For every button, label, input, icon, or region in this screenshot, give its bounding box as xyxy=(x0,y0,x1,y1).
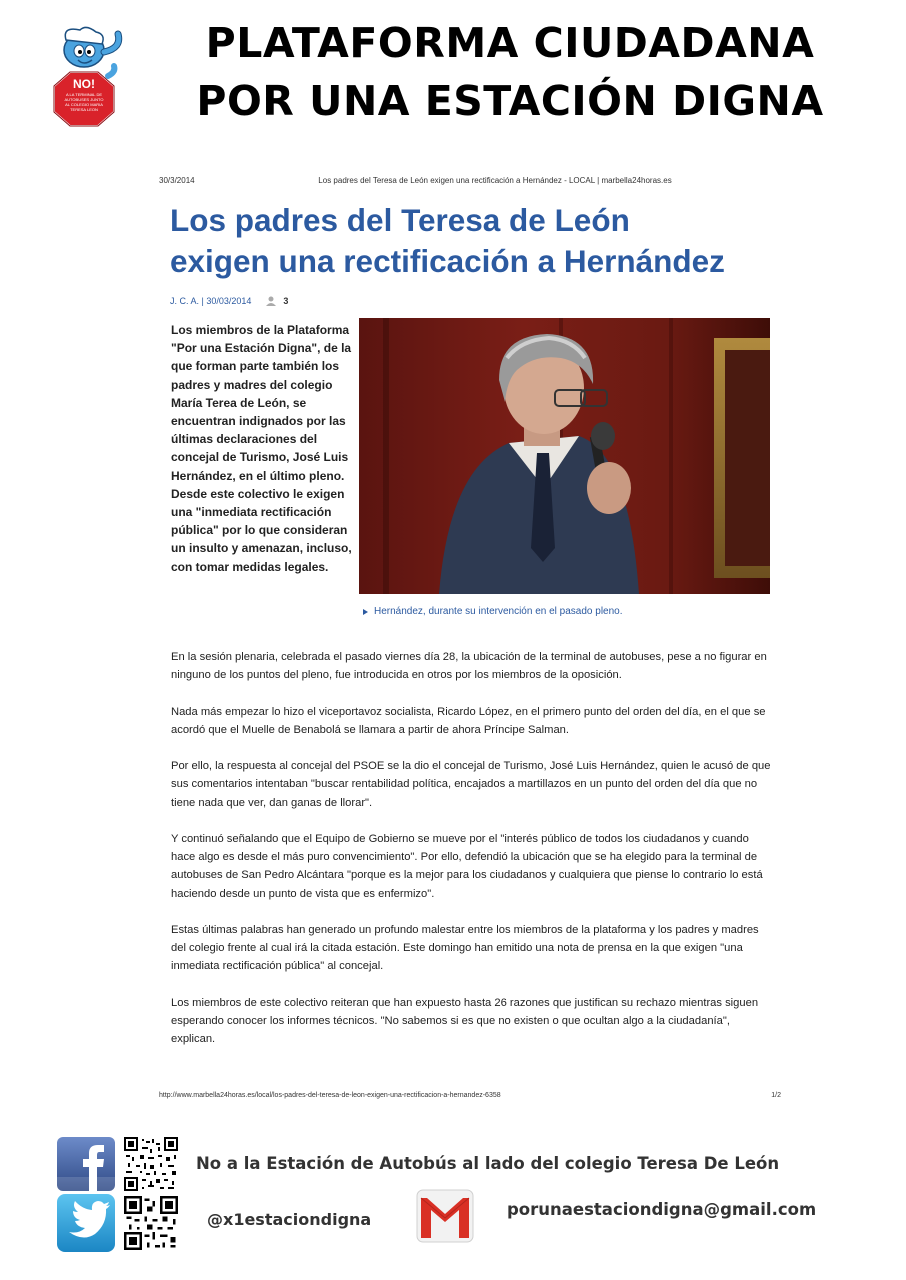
article-title-line-1: Los padres del Teresa de León xyxy=(170,202,630,238)
article-body xyxy=(171,648,771,1067)
article-paragraph: Nada más empezar lo hizo el viceportavoz socialista, Ricardo López, en el primero punto del orden del día, en el que se acordó que el Muelle de Benabolá se llamara a partir de ahora Príncipe Salman. xyxy=(171,705,766,736)
article-paragraph: Por ello, la respuesta al concejal del PSOE se la dio el concejal de Turismo, José Luis Hernández, quien le acusó de que sus comentarios intentaban "buscar rentabilidad política, encajados a martillazos en un punto del orden del día que no tiene nada que ver, dan ganas de llorar". xyxy=(171,760,771,809)
facebook-icon[interactable] xyxy=(57,1137,115,1191)
stop-sign-logo-icon xyxy=(42,22,132,130)
article-title-line-2: exigen una rectificación a Hernández xyxy=(170,243,725,279)
article-paragraph: Estas últimas palabras han generado un profundo malestar entre los miembros de la plataforma y los padres y madres del colegio frente al cual irá la citada estación. Este domingo han emitido una nota de prensa en la que exigen "una inmediata rectificación pública" al concejal. xyxy=(171,923,759,973)
svg-text:A LA TERMINAL DE: A LA TERMINAL DE xyxy=(65,92,103,97)
twitter-handle-link[interactable]: @x1estaciondigna xyxy=(207,1210,372,1229)
print-url: http://www.marbella24horas.es/local/los-padres-del-teresa-de-leon-exigen-una-rectificacion-a-hernandez-6358 xyxy=(159,1092,501,1099)
photo-caption-text: Hernández, durante su intervención en el pasado pleno. xyxy=(374,606,623,617)
user-icon xyxy=(265,296,277,306)
gmail-icon[interactable] xyxy=(415,1186,475,1246)
byline-author-date: J. C. A. | 30/03/2014 xyxy=(170,296,252,306)
title-line-2: POR UNA ESTACIÓN DIGNA xyxy=(196,77,824,125)
comments-count[interactable] xyxy=(265,296,288,306)
svg-text:TERESA LEON: TERESA LEON xyxy=(70,107,98,112)
comments-count-value: 3 xyxy=(283,296,289,306)
article-paragraph: En la sesión plenaria, celebrada el pasado viernes día 28, la ubicación de la terminal de autobuses, pese a no figurar en ninguno de los puntos del pleno, fue introducida en otros por los miembros de la oposición. xyxy=(171,651,767,682)
email-link[interactable]: porunaestaciondigna@gmail.com xyxy=(507,1200,817,1219)
twitter-qr-code-icon xyxy=(124,1196,178,1250)
print-date: 30/3/2014 xyxy=(159,176,195,185)
facebook-qr-code-icon xyxy=(124,1137,178,1191)
article-photo xyxy=(359,318,770,594)
article-paragraph: Los miembros de este colectivo reiteran que han expuesto hasta 26 razones que justifican su rechazo mientras siguen esperando conocer los informes técnicos. "No sabemos si es que no existen o que ocultan algo a la ciudadanía", explican. xyxy=(171,996,759,1046)
logo-no-text: NO! xyxy=(73,77,95,91)
article-paragraph: Y continuó señalando que el Equipo de Gobierno se mueve por el "interés público de todos los ciudadanos y cuando hace algo es desde el más puro convencimiento". Por ello, defendió la ubicación que se ha elegido para la terminal de autobuses de San Pedro Alcántara "porque es la mejor para los ciudadanos y cualquiera que piense lo contrario lo está haciendo desde un punto de vista que es enfermizo". xyxy=(171,832,763,900)
print-footer xyxy=(159,1092,781,1099)
print-page-number: 1/2 xyxy=(771,1092,781,1099)
svg-text:AL COLEGIO MARIA: AL COLEGIO MARIA xyxy=(65,102,103,107)
twitter-icon[interactable] xyxy=(57,1194,115,1252)
byline xyxy=(170,296,288,306)
print-document-title: Los padres del Teresa de León exigen una rectificación a Hernández - LOCAL | marbella24horas.es xyxy=(318,176,672,185)
article-lead: Los miembros de la Plataforma "Por una Estación Digna", de la que forman parte también los padres y madres del colegio María Terea de León, se encuentran indignados por las últimas declaraciones del concejal de Turismo, José Luis Hernández, en el último pleno. Desde este colectivo le exigen una "inmediata rectificación pública" por lo que consideran un insulto y amenazan, incluso, con tomar medidas legales. xyxy=(171,323,352,574)
article-title xyxy=(170,200,790,282)
svg-text:AUTOBUSES JUNTO: AUTOBUSES JUNTO xyxy=(64,97,104,102)
footer-slogan: No a la Estación de Autobús al lado del colegio Teresa De León xyxy=(196,1154,780,1173)
caption-arrow-icon xyxy=(363,609,368,615)
page-title xyxy=(150,14,870,130)
photo-caption xyxy=(363,606,623,617)
title-line-1: PLATAFORMA CIUDADANA xyxy=(205,19,815,67)
